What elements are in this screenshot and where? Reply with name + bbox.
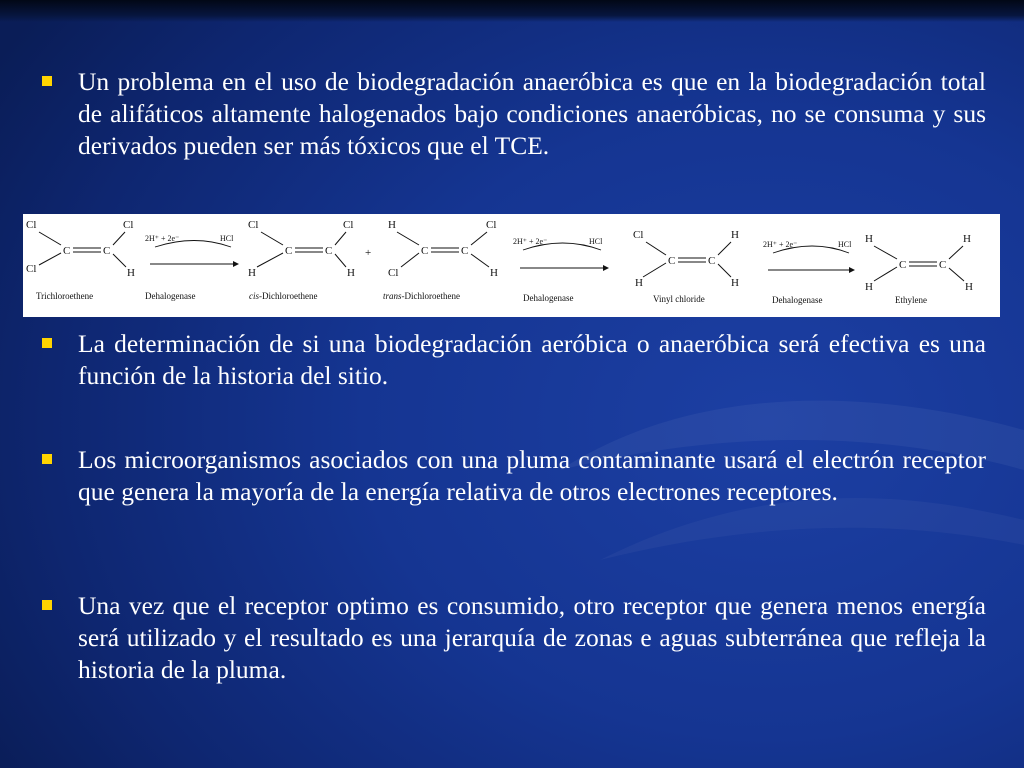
reagent-label: 2H⁺ + 2e⁻ bbox=[513, 237, 548, 246]
molecule-cis-dichloroethene bbox=[248, 219, 355, 279]
reagent-label: 2H⁺ + 2e⁻ bbox=[763, 240, 798, 249]
label-cis-dichloroethene bbox=[249, 291, 317, 301]
molecule-trans-dichloroethene bbox=[388, 219, 498, 279]
dechlorination-diagram bbox=[23, 214, 1000, 317]
cis-name: -Dichloroethene bbox=[259, 291, 318, 301]
atom-label: H bbox=[490, 267, 498, 279]
reagent-label: 2H⁺ + 2e⁻ bbox=[145, 234, 180, 243]
reaction-arrow-2 bbox=[513, 237, 609, 271]
atom-label: H bbox=[248, 267, 256, 279]
atom-label: C bbox=[668, 255, 676, 267]
plus-sign: + bbox=[365, 247, 372, 259]
label-trans-dichloroethene bbox=[383, 291, 460, 301]
atom-label: H bbox=[865, 281, 873, 293]
atom-label: C bbox=[421, 245, 429, 257]
atom-label: Cl bbox=[633, 229, 644, 241]
reaction-arrow-1 bbox=[145, 234, 239, 267]
cis-prefix: cis bbox=[249, 291, 259, 301]
byproduct-label: HCl bbox=[220, 234, 234, 243]
label-dehalogenase-2: Dehalogenase bbox=[523, 293, 574, 303]
atom-label: H bbox=[731, 229, 739, 241]
atom-label: C bbox=[461, 245, 469, 257]
bullet-item-1 bbox=[42, 66, 986, 162]
byproduct-label: HCl bbox=[589, 237, 603, 246]
atom-label: C bbox=[63, 245, 71, 257]
bullet-item-2 bbox=[42, 328, 986, 392]
atom-label: C bbox=[103, 245, 111, 257]
bullet-square-icon bbox=[42, 600, 52, 610]
atom-label: Cl bbox=[486, 219, 497, 231]
bullet-square-icon bbox=[42, 454, 52, 464]
bullet-text-1: Un problema en el uso de biodegradación anaeróbica es que en la biodegradación total de alifáticos altamente halogenados bajo condiciones anaeróbicas, no se consuma y sus derivados pueden ser más tóxicos que el TCE. bbox=[78, 67, 986, 160]
molecule-vinyl-chloride bbox=[633, 229, 739, 289]
label-vinyl-chloride: Vinyl chloride bbox=[653, 294, 705, 304]
atom-label: C bbox=[285, 245, 293, 257]
atom-label: C bbox=[899, 259, 907, 271]
bullet-square-icon bbox=[42, 76, 52, 86]
byproduct-label: HCl bbox=[838, 240, 852, 249]
atom-label: H bbox=[635, 277, 643, 289]
bullet-item-4 bbox=[42, 590, 986, 686]
atom-label: Cl bbox=[26, 263, 37, 275]
atom-label: H bbox=[347, 267, 355, 279]
label-dehalogenase-3: Dehalogenase bbox=[772, 295, 823, 305]
trans-name: -Dichloroethene bbox=[401, 291, 460, 301]
bullet-text-3: Los microorganismos asociados con una pluma contaminante usará el electrón receptor que genera la mayoría de la energía relativa de otros electrones receptores. bbox=[78, 445, 986, 506]
label-dehalogenase-1: Dehalogenase bbox=[145, 291, 196, 301]
atom-label: Cl bbox=[123, 219, 134, 231]
bullet-item-3 bbox=[42, 444, 986, 508]
label-trichloroethene: Trichloroethene bbox=[36, 291, 94, 301]
bullet-text-2: La determinación de si una biodegradación aeróbica o anaeróbica será efectiva es una función de la historia del sitio. bbox=[78, 329, 986, 390]
atom-label: Cl bbox=[26, 219, 37, 231]
molecule-ethylene bbox=[865, 233, 973, 293]
molecule-trichloroethene bbox=[26, 219, 135, 279]
reaction-arrow-3 bbox=[763, 240, 855, 273]
atom-label: Cl bbox=[343, 219, 354, 231]
atom-label: C bbox=[708, 255, 716, 267]
atom-label: Cl bbox=[388, 267, 399, 279]
bullet-square-icon bbox=[42, 338, 52, 348]
bullet-text-4: Una vez que el receptor optimo es consumido, otro receptor que genera menos energía será utilizado y el resultado es una jerarquía de zonas e aguas subterránea que refleja la historia de la pluma. bbox=[78, 591, 986, 684]
atom-label: H bbox=[731, 277, 739, 289]
atom-label: Cl bbox=[248, 219, 259, 231]
label-ethylene: Ethylene bbox=[895, 295, 927, 305]
atom-label: C bbox=[325, 245, 333, 257]
trans-prefix: trans bbox=[383, 291, 402, 301]
atom-label: H bbox=[865, 233, 873, 245]
atom-label: C bbox=[939, 259, 947, 271]
atom-label: H bbox=[965, 281, 973, 293]
atom-label: H bbox=[388, 219, 396, 231]
atom-label: H bbox=[963, 233, 971, 245]
atom-label: H bbox=[127, 267, 135, 279]
